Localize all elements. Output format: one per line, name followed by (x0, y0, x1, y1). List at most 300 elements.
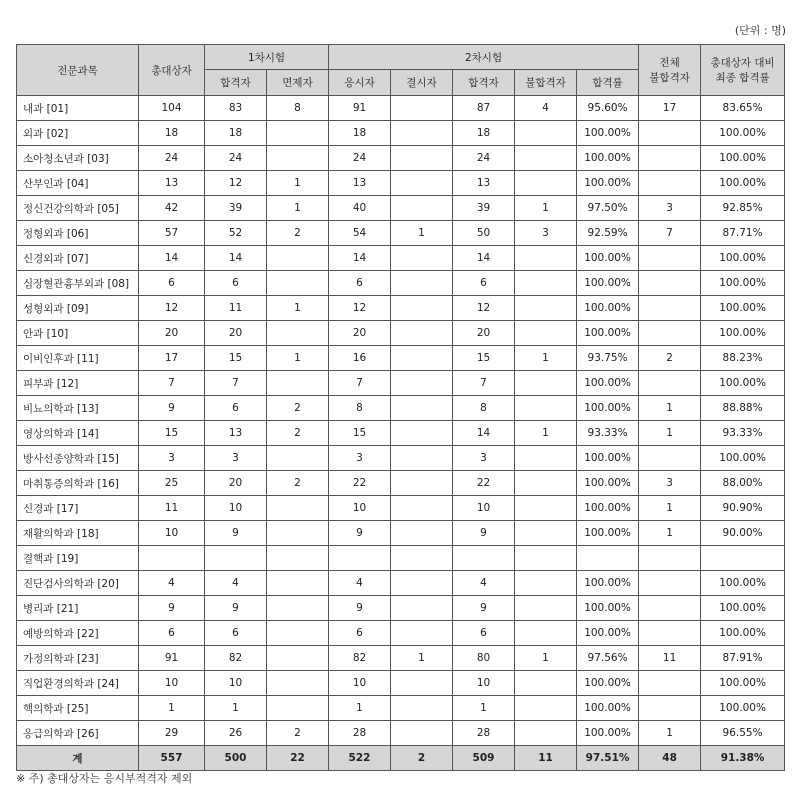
cell-exam2-pass: 4 (453, 571, 515, 596)
header-exam2: 2차시험 (329, 45, 639, 70)
cell-final-rate: 92.85% (701, 196, 785, 221)
cell-overall-fail (639, 146, 701, 171)
cell-overall-fail: 1 (639, 521, 701, 546)
cell-exam2-absent (391, 346, 453, 371)
table-row (17, 521, 785, 546)
header-overall-fail-line2: 불합격자 (649, 72, 690, 84)
cell-exam2-rate: 100.00% (577, 296, 639, 321)
cell-exam1-exempt: 2 (267, 421, 329, 446)
cell-exam2-applicants: 40 (329, 196, 391, 221)
table-row (17, 696, 785, 721)
cell-exam1-pass: 1 (205, 696, 267, 721)
cell-exam2-absent (391, 321, 453, 346)
cell-exam2-pass: 9 (453, 521, 515, 546)
cell-exam2-pass: 50 (453, 221, 515, 246)
cell-overall-fail (639, 571, 701, 596)
cell-final-rate: 87.91% (701, 646, 785, 671)
cell-total: 12 (139, 296, 205, 321)
cell-exam2-applicants: 9 (329, 596, 391, 621)
cell-exam2-applicants: 12 (329, 296, 391, 321)
cell-final-rate: 88.88% (701, 396, 785, 421)
cell-final-rate: 90.00% (701, 521, 785, 546)
cell-total: 11 (139, 496, 205, 521)
cell-total: 14 (139, 246, 205, 271)
cell-exam2-fail (515, 321, 577, 346)
table-row (17, 221, 785, 246)
cell-exam1-exempt: 2 (267, 221, 329, 246)
cell-overall-fail: 1 (639, 396, 701, 421)
cell-exam1-pass: 52 (205, 221, 267, 246)
cell-overall-fail (639, 171, 701, 196)
table-row (17, 321, 785, 346)
cell-exam2-absent (391, 446, 453, 471)
cell-exam1-pass: 9 (205, 596, 267, 621)
unit-label: (단위 : 명) (734, 24, 786, 37)
cell-overall-fail (639, 371, 701, 396)
cell-exam2-fail (515, 146, 577, 171)
cell-total: 10 (139, 521, 205, 546)
cell-exam2-pass: 10 (453, 496, 515, 521)
cell-exam1-exempt: 1 (267, 346, 329, 371)
table-row (17, 496, 785, 521)
table-row (17, 271, 785, 296)
cell-exam2-pass: 7 (453, 371, 515, 396)
cell-exam1-pass: 13 (205, 421, 267, 446)
table-row (17, 196, 785, 221)
cell-specialty: 응급의학과 [26] (17, 721, 139, 746)
cell-exam1-exempt (267, 446, 329, 471)
table-row (17, 446, 785, 471)
cell-exam2-rate: 100.00% (577, 146, 639, 171)
cell-specialty: 병리과 [21] (17, 596, 139, 621)
cell-final-rate: 100.00% (701, 296, 785, 321)
header-exam2-pass: 합격자 (453, 70, 515, 96)
cell-exam2-applicants: 522 (329, 746, 391, 771)
cell-overall-fail (639, 321, 701, 346)
cell-exam2-pass: 14 (453, 421, 515, 446)
footnote: ※ 주) 총대상자는 응시부적격자 제외 (16, 772, 193, 785)
cell-exam2-absent (391, 696, 453, 721)
cell-exam2-absent (391, 471, 453, 496)
cell-exam2-rate: 100.00% (577, 171, 639, 196)
cell-total: 7 (139, 371, 205, 396)
cell-exam2-applicants: 18 (329, 121, 391, 146)
cell-exam2-absent (391, 671, 453, 696)
cell-final-rate: 100.00% (701, 671, 785, 696)
cell-exam2-applicants: 14 (329, 246, 391, 271)
cell-exam2-pass: 22 (453, 471, 515, 496)
cell-exam2-absent (391, 396, 453, 421)
cell-exam2-applicants: 4 (329, 571, 391, 596)
cell-specialty: 피부과 [12] (17, 371, 139, 396)
cell-exam2-applicants (329, 546, 391, 571)
cell-exam2-pass: 24 (453, 146, 515, 171)
cell-exam1-pass: 24 (205, 146, 267, 171)
cell-exam1-exempt (267, 646, 329, 671)
cell-final-rate: 100.00% (701, 271, 785, 296)
cell-final-rate: 100.00% (701, 171, 785, 196)
cell-total: 91 (139, 646, 205, 671)
cell-exam2-fail: 11 (515, 746, 577, 771)
header-exam2-applicants: 응시자 (329, 70, 391, 96)
cell-exam2-fail: 1 (515, 196, 577, 221)
cell-final-rate: 91.38% (701, 746, 785, 771)
cell-final-rate: 100.00% (701, 146, 785, 171)
cell-specialty: 영상의학과 [14] (17, 421, 139, 446)
cell-exam2-fail: 1 (515, 646, 577, 671)
cell-exam2-absent (391, 596, 453, 621)
cell-exam2-rate: 100.00% (577, 121, 639, 146)
table-row (17, 246, 785, 271)
cell-exam2-absent (391, 546, 453, 571)
cell-specialty: 신경과 [17] (17, 496, 139, 521)
cell-exam1-pass: 10 (205, 496, 267, 521)
cell-specialty: 마취통증의학과 [16] (17, 471, 139, 496)
cell-exam2-rate: 100.00% (577, 321, 639, 346)
cell-exam2-absent (391, 146, 453, 171)
cell-exam2-fail (515, 546, 577, 571)
cell-exam1-pass: 6 (205, 271, 267, 296)
cell-exam2-pass: 12 (453, 296, 515, 321)
cell-exam2-rate: 97.51% (577, 746, 639, 771)
cell-specialty: 방사선종양학과 [15] (17, 446, 139, 471)
cell-overall-fail: 7 (639, 221, 701, 246)
cell-overall-fail (639, 696, 701, 721)
cell-exam1-pass: 20 (205, 321, 267, 346)
cell-exam1-exempt (267, 121, 329, 146)
cell-exam2-pass: 1 (453, 696, 515, 721)
cell-exam2-fail (515, 696, 577, 721)
cell-exam2-pass: 13 (453, 171, 515, 196)
cell-exam2-absent (391, 296, 453, 321)
cell-final-rate: 83.65% (701, 96, 785, 121)
cell-exam2-absent (391, 246, 453, 271)
cell-exam1-pass: 3 (205, 446, 267, 471)
cell-overall-fail (639, 446, 701, 471)
cell-exam2-applicants: 3 (329, 446, 391, 471)
cell-specialty: 가정의학과 [23] (17, 646, 139, 671)
cell-specialty: 결핵과 [19] (17, 546, 139, 571)
cell-exam2-pass: 28 (453, 721, 515, 746)
cell-exam2-rate: 95.60% (577, 96, 639, 121)
cell-total: 57 (139, 221, 205, 246)
cell-overall-fail (639, 121, 701, 146)
cell-exam2-applicants: 15 (329, 421, 391, 446)
cell-final-rate: 100.00% (701, 696, 785, 721)
cell-total: 557 (139, 746, 205, 771)
header-final-rate-line2: 최종 합격률 (715, 72, 770, 84)
cell-exam2-rate: 100.00% (577, 596, 639, 621)
cell-exam2-applicants: 1 (329, 696, 391, 721)
cell-exam2-rate: 100.00% (577, 696, 639, 721)
cell-total (139, 546, 205, 571)
cell-overall-fail: 1 (639, 421, 701, 446)
cell-exam2-fail (515, 596, 577, 621)
cell-total: 104 (139, 96, 205, 121)
cell-exam2-pass: 15 (453, 346, 515, 371)
cell-final-rate: 100.00% (701, 246, 785, 271)
cell-overall-fail: 2 (639, 346, 701, 371)
table-row (17, 146, 785, 171)
cell-specialty: 직업환경의학과 [24] (17, 671, 139, 696)
cell-exam2-applicants: 91 (329, 96, 391, 121)
cell-exam2-fail: 1 (515, 421, 577, 446)
cell-overall-fail (639, 671, 701, 696)
cell-exam1-exempt: 8 (267, 96, 329, 121)
cell-overall-fail: 17 (639, 96, 701, 121)
cell-exam1-exempt (267, 696, 329, 721)
cell-exam2-rate: 100.00% (577, 396, 639, 421)
table-row (17, 346, 785, 371)
cell-exam2-pass: 80 (453, 646, 515, 671)
cell-overall-fail: 11 (639, 646, 701, 671)
cell-final-rate: 96.55% (701, 721, 785, 746)
cell-exam2-pass: 9 (453, 596, 515, 621)
cell-exam1-pass: 14 (205, 246, 267, 271)
cell-exam2-pass: 8 (453, 396, 515, 421)
cell-exam1-exempt: 1 (267, 196, 329, 221)
header-overall-fail (639, 45, 701, 96)
cell-exam2-fail (515, 671, 577, 696)
cell-exam1-pass: 15 (205, 346, 267, 371)
cell-final-rate: 93.33% (701, 421, 785, 446)
table-row (17, 296, 785, 321)
cell-overall-fail: 1 (639, 721, 701, 746)
cell-specialty: 소아청소년과 [03] (17, 146, 139, 171)
cell-final-rate: 100.00% (701, 571, 785, 596)
cell-exam1-exempt (267, 521, 329, 546)
cell-total: 17 (139, 346, 205, 371)
cell-exam2-fail (515, 371, 577, 396)
table-row (17, 371, 785, 396)
cell-exam2-pass: 6 (453, 271, 515, 296)
cell-exam2-applicants: 10 (329, 496, 391, 521)
cell-specialty: 정신건강의학과 [05] (17, 196, 139, 221)
cell-exam2-pass: 18 (453, 121, 515, 146)
cell-exam2-rate: 97.50% (577, 196, 639, 221)
cell-exam1-pass: 9 (205, 521, 267, 546)
cell-overall-fail: 3 (639, 196, 701, 221)
cell-exam1-exempt (267, 321, 329, 346)
cell-total: 6 (139, 621, 205, 646)
cell-exam2-rate: 100.00% (577, 471, 639, 496)
cell-overall-fail: 1 (639, 496, 701, 521)
cell-exam2-absent (391, 496, 453, 521)
cell-exam2-rate: 97.56% (577, 646, 639, 671)
cell-exam1-exempt (267, 621, 329, 646)
cell-total: 42 (139, 196, 205, 221)
cell-overall-fail (639, 596, 701, 621)
table-row (17, 171, 785, 196)
cell-exam2-fail (515, 271, 577, 296)
table-row (17, 646, 785, 671)
cell-exam2-applicants: 82 (329, 646, 391, 671)
cell-exam2-fail (515, 396, 577, 421)
cell-total: 29 (139, 721, 205, 746)
cell-total: 9 (139, 596, 205, 621)
cell-final-rate: 100.00% (701, 621, 785, 646)
cell-exam2-applicants: 22 (329, 471, 391, 496)
header-exam1-pass: 합격자 (205, 70, 267, 96)
cell-exam2-fail (515, 571, 577, 596)
cell-exam2-absent (391, 421, 453, 446)
cell-specialty: 산부인과 [04] (17, 171, 139, 196)
cell-specialty: 재활의학과 [18] (17, 521, 139, 546)
cell-specialty: 계 (17, 746, 139, 771)
header-exam1-exempt: 면제자 (267, 70, 329, 96)
cell-total: 25 (139, 471, 205, 496)
cell-exam2-fail: 1 (515, 346, 577, 371)
cell-specialty: 신경외과 [07] (17, 246, 139, 271)
cell-exam2-absent (391, 371, 453, 396)
header-exam1: 1차시험 (205, 45, 329, 70)
cell-exam1-exempt: 1 (267, 171, 329, 196)
cell-exam2-pass: 20 (453, 321, 515, 346)
cell-specialty: 성형외과 [09] (17, 296, 139, 321)
cell-exam1-pass: 26 (205, 721, 267, 746)
cell-specialty: 정형외과 [06] (17, 221, 139, 246)
cell-overall-fail: 48 (639, 746, 701, 771)
cell-exam1-exempt (267, 271, 329, 296)
cell-overall-fail (639, 621, 701, 646)
cell-exam2-absent (391, 196, 453, 221)
cell-exam2-rate: 100.00% (577, 621, 639, 646)
table-row (17, 721, 785, 746)
cell-exam1-pass: 6 (205, 396, 267, 421)
cell-exam2-rate: 100.00% (577, 446, 639, 471)
cell-exam1-exempt: 22 (267, 746, 329, 771)
cell-total: 3 (139, 446, 205, 471)
cell-exam1-exempt (267, 571, 329, 596)
cell-final-rate: 100.00% (701, 321, 785, 346)
cell-exam2-applicants: 10 (329, 671, 391, 696)
header-exam2-fail: 불합격자 (515, 70, 577, 96)
header-exam2-rate: 합격률 (577, 70, 639, 96)
cell-exam1-exempt (267, 596, 329, 621)
cell-exam2-applicants: 6 (329, 271, 391, 296)
cell-exam2-rate: 100.00% (577, 571, 639, 596)
cell-exam2-absent: 1 (391, 646, 453, 671)
cell-final-rate: 100.00% (701, 446, 785, 471)
table-body (17, 96, 785, 771)
cell-exam2-fail (515, 246, 577, 271)
header-final-rate (701, 45, 785, 96)
cell-exam2-absent (391, 721, 453, 746)
table-row (17, 671, 785, 696)
cell-exam2-pass: 6 (453, 621, 515, 646)
cell-specialty: 외과 [02] (17, 121, 139, 146)
cell-exam2-applicants: 6 (329, 621, 391, 646)
cell-exam2-pass: 10 (453, 671, 515, 696)
cell-final-rate: 100.00% (701, 371, 785, 396)
cell-exam2-rate: 100.00% (577, 671, 639, 696)
cell-exam1-pass: 39 (205, 196, 267, 221)
cell-specialty: 예방의학과 [22] (17, 621, 139, 646)
cell-exam1-pass: 12 (205, 171, 267, 196)
cell-total: 13 (139, 171, 205, 196)
cell-exam1-pass: 20 (205, 471, 267, 496)
cell-exam2-fail (515, 471, 577, 496)
cell-exam2-applicants: 7 (329, 371, 391, 396)
cell-total: 15 (139, 421, 205, 446)
cell-exam2-rate: 100.00% (577, 496, 639, 521)
cell-exam1-exempt (267, 671, 329, 696)
cell-exam2-pass: 3 (453, 446, 515, 471)
cell-total: 4 (139, 571, 205, 596)
cell-exam2-absent (391, 521, 453, 546)
cell-exam2-absent: 1 (391, 221, 453, 246)
cell-exam2-rate (577, 546, 639, 571)
cell-exam2-pass: 39 (453, 196, 515, 221)
cell-exam2-pass: 87 (453, 96, 515, 121)
cell-exam2-fail (515, 121, 577, 146)
cell-exam2-applicants: 13 (329, 171, 391, 196)
total-row (17, 746, 785, 771)
cell-overall-fail (639, 546, 701, 571)
cell-specialty: 핵의학과 [25] (17, 696, 139, 721)
cell-exam2-applicants: 20 (329, 321, 391, 346)
cell-exam1-exempt (267, 496, 329, 521)
cell-exam2-fail: 3 (515, 221, 577, 246)
cell-total: 18 (139, 121, 205, 146)
cell-exam2-rate: 100.00% (577, 246, 639, 271)
cell-specialty: 비뇨의학과 [13] (17, 396, 139, 421)
cell-exam2-fail (515, 446, 577, 471)
cell-exam2-rate: 100.00% (577, 721, 639, 746)
cell-exam2-pass (453, 546, 515, 571)
cell-exam2-rate: 93.33% (577, 421, 639, 446)
exam-results-table (16, 44, 785, 771)
table-row (17, 471, 785, 496)
cell-specialty: 안과 [10] (17, 321, 139, 346)
cell-exam2-fail (515, 521, 577, 546)
cell-exam1-exempt: 2 (267, 396, 329, 421)
cell-exam2-rate: 100.00% (577, 521, 639, 546)
cell-exam1-exempt: 2 (267, 721, 329, 746)
cell-exam2-applicants: 8 (329, 396, 391, 421)
cell-total: 6 (139, 271, 205, 296)
cell-exam2-absent (391, 96, 453, 121)
cell-total: 24 (139, 146, 205, 171)
header-total-target: 총대상자 (139, 45, 205, 96)
header-exam2-absent: 결시자 (391, 70, 453, 96)
cell-exam1-pass: 11 (205, 296, 267, 321)
cell-specialty: 내과 [01] (17, 96, 139, 121)
cell-final-rate: 100.00% (701, 596, 785, 621)
cell-exam2-rate: 92.59% (577, 221, 639, 246)
cell-exam2-applicants: 28 (329, 721, 391, 746)
table-row (17, 571, 785, 596)
cell-exam1-pass (205, 546, 267, 571)
cell-final-rate: 100.00% (701, 121, 785, 146)
cell-total: 9 (139, 396, 205, 421)
cell-exam1-exempt: 1 (267, 296, 329, 321)
cell-exam1-exempt (267, 146, 329, 171)
table-row (17, 96, 785, 121)
cell-exam2-applicants: 24 (329, 146, 391, 171)
cell-total: 10 (139, 671, 205, 696)
cell-exam2-fail (515, 496, 577, 521)
cell-exam2-fail (515, 171, 577, 196)
cell-exam2-applicants: 9 (329, 521, 391, 546)
cell-exam2-rate: 100.00% (577, 271, 639, 296)
cell-exam2-absent (391, 171, 453, 196)
cell-exam2-absent (391, 271, 453, 296)
cell-exam1-exempt (267, 371, 329, 396)
header-overall-fail-line1: 전체 (659, 57, 680, 69)
table-row (17, 396, 785, 421)
table-row (17, 596, 785, 621)
